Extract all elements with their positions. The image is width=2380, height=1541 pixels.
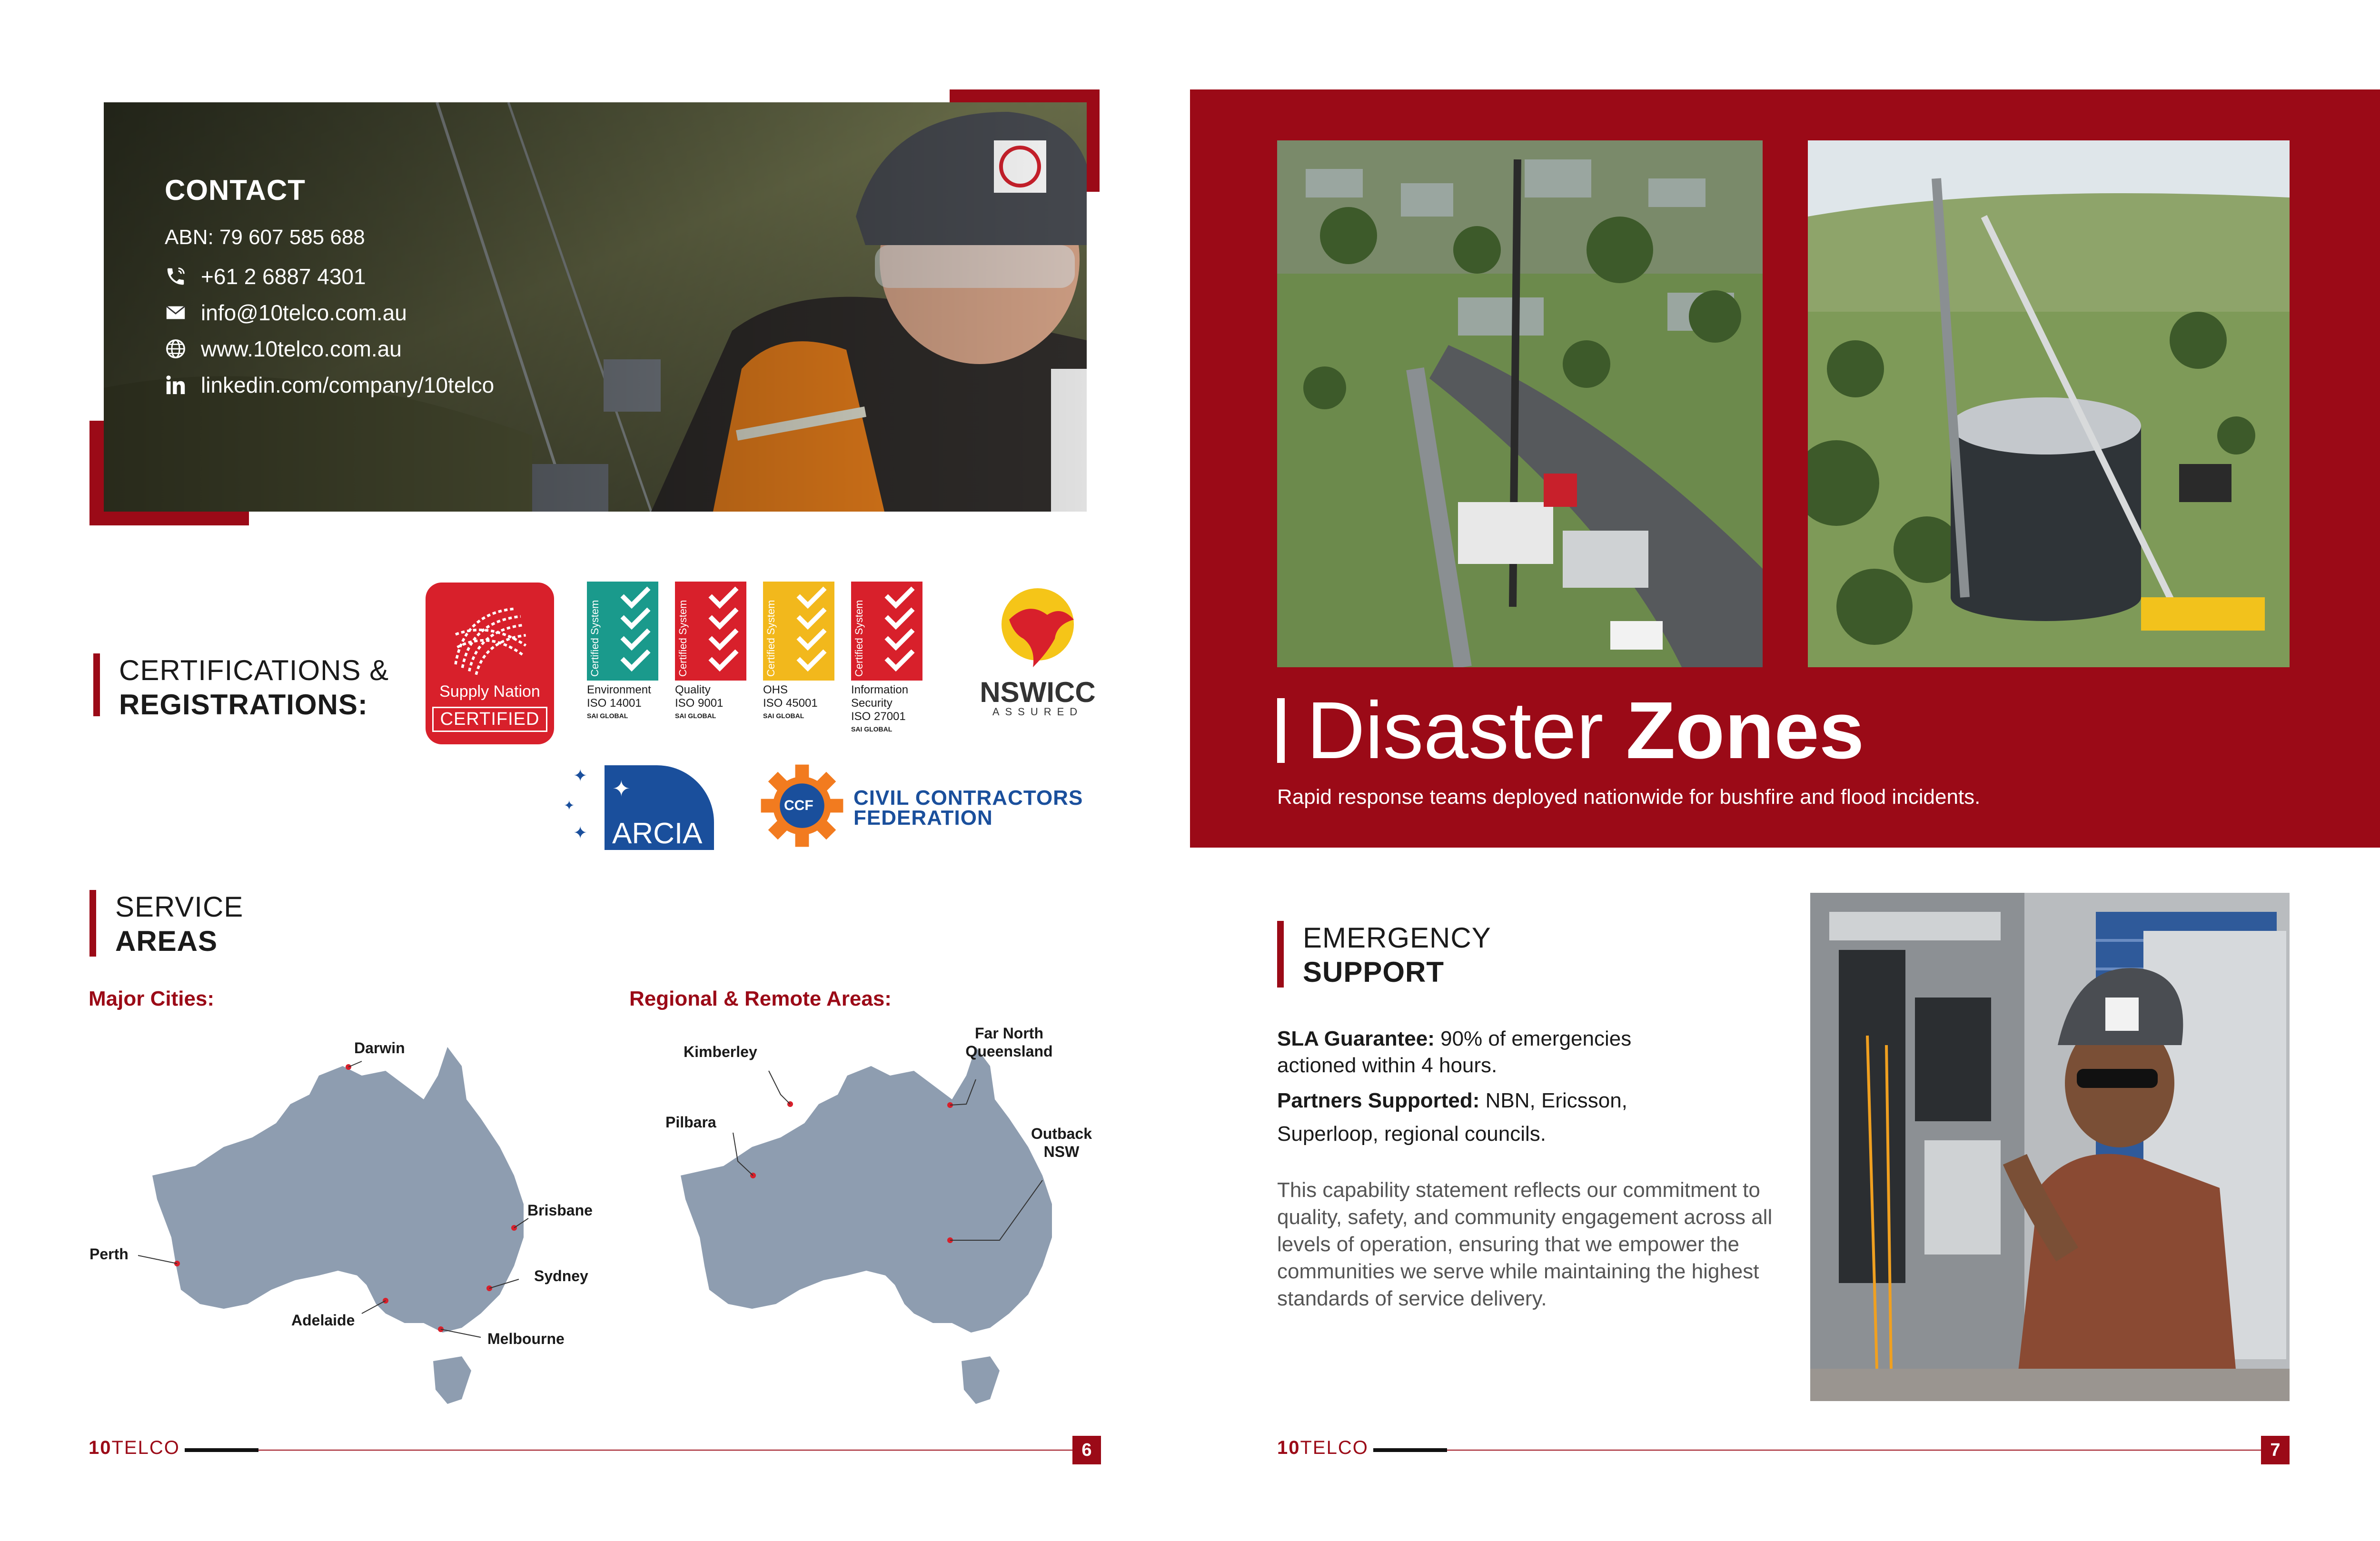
- phone-icon: [165, 266, 187, 287]
- southern-cross-icon: [562, 761, 609, 851]
- emergency-support-heading: EMERGENCY SUPPORT: [1277, 921, 1491, 988]
- arcia-logo: ✦ ✦ ✦ ARCIA ✦: [562, 761, 719, 851]
- city-darwin: Darwin: [354, 1039, 405, 1057]
- service-areas-heading: SERVICE AREAS: [89, 890, 243, 957]
- city-perth: Perth: [89, 1245, 129, 1263]
- emergency-technician-photo: [1810, 893, 2290, 1401]
- nswicc-emblem-icon: [988, 582, 1088, 677]
- sla-guarantee-text: SLA Guarantee: 90% of emergencies actioned within 4 hours.: [1277, 1027, 1632, 1077]
- ccf-logo: CCF CIVIL CONTRACTORS FEDERATION: [759, 761, 1092, 851]
- email-icon: [165, 302, 187, 324]
- disaster-photo-2: [1808, 140, 2290, 667]
- capability-statement: This capability statement reflects our commitment to quality, safety, and community engagement across all levels of operation, ensuring that we empower the communities we serve while maintaining the highest standards of service delivery.: [1277, 1178, 1773, 1310]
- iso-27001-badge: Certified System Information Security ISO 27001 SAI GLOBAL: [851, 582, 922, 733]
- area-far-north-queensland: Far North Queensland: [965, 1025, 1053, 1060]
- contact-block: [165, 174, 494, 398]
- partners-supported-text: Partners Supported: NBN, Ericsson, Superloop, regional councils.: [1277, 1089, 1627, 1146]
- footer-brand-right: 10TELCO: [1277, 1437, 1368, 1458]
- certifications-heading: CERTIFICATIONS & REGISTRATIONS:: [93, 653, 389, 716]
- iso-badges: [587, 582, 920, 748]
- abn-text: ABN: 79 607 585 688: [165, 226, 365, 249]
- tasmania: [962, 1356, 1000, 1404]
- contact-website[interactable]: www.10telco.com.au: [165, 336, 494, 362]
- linkedin-icon: [165, 374, 187, 396]
- footer-line-left: [258, 1450, 1072, 1451]
- disaster-subtitle: Rapid response teams deployed nationwide for bushfire and flood incidents.: [1277, 785, 1981, 809]
- city-sydney: Sydney: [534, 1267, 588, 1284]
- page-number-right: 7: [2261, 1436, 2290, 1464]
- disaster-title: Disaster Zones: [1277, 688, 1864, 773]
- iso-14001-badge: Certified System Environment ISO 14001 SAI GLOBAL: [587, 582, 658, 720]
- page-number-left: 6: [1072, 1436, 1101, 1464]
- australia-mainland: [152, 1047, 524, 1333]
- contact-phone[interactable]: +61 2 6887 4301: [165, 264, 494, 289]
- svg-text:✦: ✦: [564, 798, 575, 813]
- tasmania: [433, 1356, 471, 1404]
- footer-line-right: [1447, 1450, 2280, 1451]
- footer-brand-left: 10TELCO: [89, 1437, 180, 1458]
- svg-text:✦: ✦: [573, 823, 588, 842]
- iso-9001-badge: Certified System Quality ISO 9001 SAI GLOBAL: [675, 582, 746, 720]
- svg-text:✦: ✦: [573, 766, 588, 785]
- contact-linkedin[interactable]: linkedin.com/company/10telco: [165, 372, 494, 398]
- area-pilbara: Pilbara: [665, 1114, 716, 1131]
- regional-areas-title: Regional & Remote Areas:: [629, 987, 892, 1010]
- city-melbourne: Melbourne: [487, 1330, 565, 1347]
- australia-map-regional: [666, 1037, 1066, 1409]
- area-kimberley: Kimberley: [684, 1043, 757, 1060]
- contact-email[interactable]: info@10telco.com.au: [165, 300, 494, 326]
- city-brisbane: Brisbane: [527, 1202, 593, 1219]
- australia-map-major: [138, 1037, 538, 1409]
- major-cities-title: Major Cities:: [89, 987, 215, 1010]
- iso-45001-badge: Certified System OHS ISO 45001 SAI GLOBAL: [763, 582, 834, 720]
- footer-line-dark-left: [185, 1448, 258, 1452]
- disaster-title-bar: [1277, 698, 1285, 763]
- globe-icon: [165, 338, 187, 360]
- nswicc-logo: NSWICC ASSURED: [978, 582, 1097, 724]
- contact-title: CONTACT: [165, 174, 306, 206]
- disaster-photo-1: [1277, 140, 1763, 667]
- area-outback-nsw: Outback NSW: [1031, 1125, 1092, 1160]
- footer-line-dark-right: [1373, 1448, 1447, 1452]
- supply-nation-emblem-icon: [447, 596, 533, 682]
- city-adelaide: Adelaide: [291, 1312, 355, 1329]
- supply-nation-logo: Supply Nation CERTIFIED: [426, 583, 554, 744]
- australia-mainland: [681, 1047, 1052, 1333]
